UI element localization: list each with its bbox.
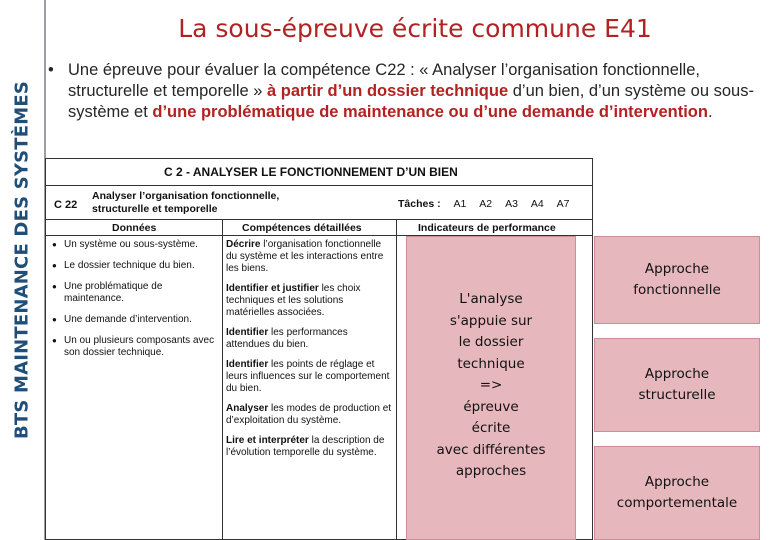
callout-line: épreuve: [463, 398, 519, 415]
competence-label: [92, 190, 279, 216]
column-header-indicateurs: Indicateurs de performance: [418, 222, 556, 234]
competence-verb: Identifier: [226, 327, 269, 338]
competence-text: les points de réglage et leurs influences sur le comportement du bien.: [226, 359, 390, 394]
donnees-list: [52, 239, 220, 368]
competence-verb: Décrire: [226, 239, 261, 250]
list-item: ● Une problématique de maintenance.: [52, 281, 220, 305]
competence-verb: Analyser: [226, 403, 269, 414]
callout-line: écrite: [471, 420, 511, 436]
competence-code: C 22: [54, 199, 78, 211]
tasks-row: [398, 198, 569, 210]
approach-label: Approche comportementale: [616, 474, 738, 511]
competence-text: l’organisation fonctionnelle du système et les interactions entre les biens.: [226, 239, 384, 274]
side-band: [0, 0, 46, 540]
competence-text: les choix techniques et les solutions matérielles associées.: [226, 283, 361, 318]
callout-line: le dossier: [458, 334, 524, 350]
list-item: [226, 435, 394, 459]
task-a4: A4: [530, 198, 544, 210]
approach-comportementale: [594, 446, 760, 540]
column-divider: [222, 219, 223, 539]
bullet-part-2: d’un bien, d’un système ou sous-système et: [68, 82, 754, 121]
list-item: [226, 327, 394, 351]
competence-text: les modes de production et d’exploitation du système.: [226, 403, 392, 426]
bullet-part-1: Une épreuve pour évaluer la compétence C22 : « Analyser l’organisation fonctionnelle, structurelle et temporelle »: [68, 61, 700, 100]
column-divider: [396, 219, 397, 539]
competence-verb: Identifier: [226, 359, 269, 370]
list-item: ● Un ou plusieurs composants avec son dossier technique.: [52, 335, 220, 359]
task-a7: A7: [556, 198, 570, 210]
sidebar-label: BTS MAINTENANCE DES SYSTÈMES: [11, 80, 33, 440]
competence-text: les performances attendues du bien.: [226, 327, 348, 350]
bullet-text: [68, 60, 760, 123]
list-item: [226, 403, 394, 427]
bullet-highlight-2: d’une problématique de maintenance ou d’une demande d’intervention: [152, 103, 708, 121]
approach-structurelle: [594, 338, 760, 432]
list-item: ● Un système ou sous-système.: [52, 239, 220, 251]
list-item: [226, 239, 394, 275]
callout-line: s'appuie sur: [449, 312, 533, 329]
analysis-callout-text: [407, 289, 575, 483]
competence-label-line-1: Analyser l’organisation fonctionnelle,: [92, 190, 280, 202]
row-divider: [46, 219, 592, 220]
bullet-marker: •: [48, 61, 54, 79]
callout-line: =>: [479, 377, 503, 393]
competence-verb: Identifier et justifier: [226, 283, 319, 294]
tasks-label: Tâches :: [398, 198, 441, 210]
column-header-donnees: Données: [112, 222, 157, 234]
task-a1: A1: [453, 198, 467, 210]
list-item: [226, 283, 394, 319]
approach-label: Approche fonctionnelle: [633, 261, 721, 298]
callout-line: technique: [457, 355, 525, 372]
competence-verb: Lire et interpréter: [226, 435, 309, 446]
task-a3: A3: [505, 198, 518, 210]
competence-label-line-2: structurelle et temporelle: [92, 203, 218, 215]
column-header-competences: Compétences détaillées: [242, 222, 362, 234]
analysis-callout: [406, 236, 576, 540]
task-a2: A2: [479, 198, 493, 210]
callout-line: L'analyse: [459, 291, 523, 307]
bullet-highlight-1: à partir d’un dossier technique: [267, 82, 509, 100]
list-item: ● Une demande d’intervention.: [52, 314, 220, 326]
competences-list: [226, 239, 394, 467]
callout-line: approches: [455, 463, 527, 479]
list-item: [226, 359, 394, 395]
table-header-row: [46, 159, 592, 186]
competence-text: la description de l’évolution temporelle du système.: [226, 435, 385, 458]
bullet-end: .: [707, 103, 713, 121]
approach-label: Approche structurelle: [638, 366, 716, 403]
table-header-title: C 2 - ANALYSER LE FONCTIONNEMENT D’UN BIEN: [164, 165, 458, 179]
slide-title: La sous-épreuve écrite commune E41: [178, 14, 652, 43]
callout-line: avec différentes: [436, 441, 546, 458]
approaches-column: [594, 236, 760, 540]
approach-fonctionnelle: [594, 236, 760, 324]
list-item: ● Le dossier technique du bien.: [52, 260, 220, 272]
